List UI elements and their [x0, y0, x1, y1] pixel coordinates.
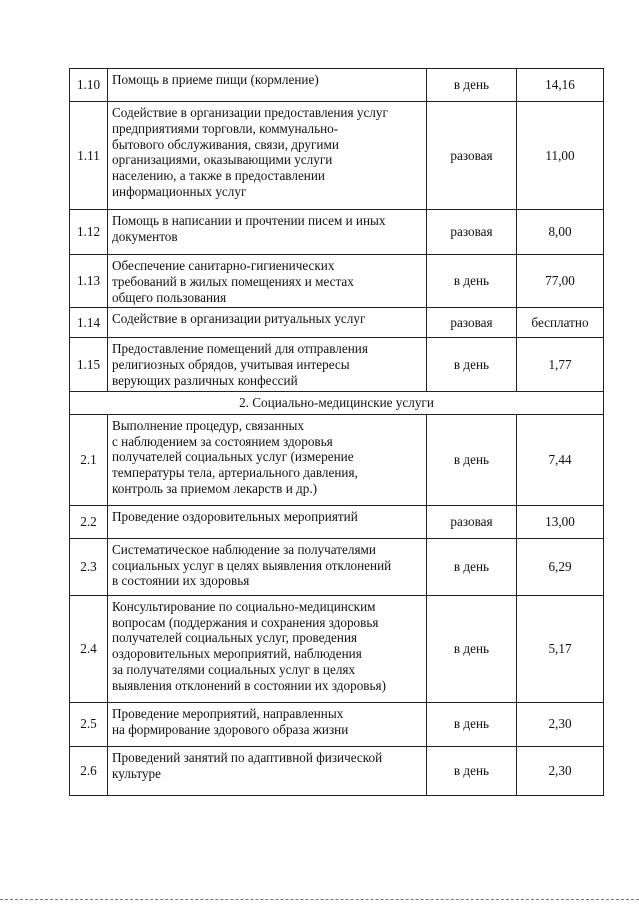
service-number: 2.4 [70, 595, 108, 702]
service-name-line: бытового обслуживания, связи, другими [112, 136, 339, 152]
service-number: 2.5 [70, 702, 108, 746]
service-row [70, 69, 604, 102]
service-name [108, 746, 427, 795]
service-price: 77,00 [517, 255, 604, 308]
service-name-line: Содействие в организации ритуальных услуг [112, 311, 366, 327]
service-name [108, 102, 427, 210]
service-unit: разовая [427, 308, 517, 338]
service-name [108, 69, 427, 102]
service-row [70, 210, 604, 255]
service-row [70, 702, 604, 746]
service-name [108, 595, 427, 702]
service-name-line: Систематическое наблюдение за получателями [112, 541, 376, 557]
service-name-line: верующих различных конфессий [112, 372, 298, 388]
service-number: 1.12 [70, 210, 108, 255]
service-price: 8,00 [517, 210, 604, 255]
service-name-line: документов [112, 228, 178, 244]
service-unit: в день [427, 538, 517, 595]
page-bottom-divider [0, 899, 639, 900]
service-number: 2.6 [70, 746, 108, 795]
service-name [108, 255, 427, 308]
service-row [70, 102, 604, 210]
service-name-line: Содействие в организации предоставления услуг [112, 105, 388, 120]
service-name [108, 338, 427, 391]
service-number: 1.15 [70, 338, 108, 391]
service-name [108, 538, 427, 595]
service-price: 14,16 [517, 69, 604, 102]
service-row [70, 595, 604, 702]
service-name-line: Предоставление помещений для отправления [112, 341, 368, 357]
service-name-line: культуре [112, 765, 161, 781]
service-name-line: информационных услуг [112, 183, 247, 199]
service-price: бесплатно [517, 308, 604, 338]
service-name-line: получателей социальных услуг (измерение [112, 449, 354, 465]
service-unit: в день [427, 69, 517, 102]
service-name-line: социальных услуг в целях выявления отклонений [112, 557, 392, 573]
service-price: 2,30 [517, 702, 604, 746]
service-name-line: организациями, оказывающими услуги [112, 152, 333, 168]
services-table-body [70, 69, 604, 796]
service-name-line: получателей социальных услуг, проведения [112, 630, 358, 646]
service-unit: в день [427, 338, 517, 391]
section-header-row [70, 391, 604, 414]
service-number: 2.1 [70, 414, 108, 505]
service-name-line: Помощь в приеме пищи (кормление) [112, 72, 319, 87]
service-name [108, 702, 427, 746]
services-table [69, 68, 604, 796]
service-name-line: требований в жилых помещениях и местах [112, 273, 354, 289]
service-name-line: Консультирование по социально-медицинским [112, 598, 376, 614]
service-name [108, 505, 427, 538]
service-name-line: населению, а также в предоставлении [112, 168, 325, 184]
service-name-line: общего пользования [112, 289, 227, 305]
service-unit: в день [427, 702, 517, 746]
service-name-line: выявления отклонений в состоянии их здоровья) [112, 677, 386, 693]
service-unit: в день [427, 414, 517, 505]
service-price: 5,17 [517, 595, 604, 702]
service-name [108, 308, 427, 338]
service-name-line: Помощь в написании и прочтении писем и иных [112, 213, 386, 228]
service-unit: разовая [427, 102, 517, 210]
service-name-line: за получателями социальных услуг в целях [112, 661, 356, 677]
service-number: 1.10 [70, 69, 108, 102]
service-name-line: температуры тела, артериального давления, [112, 465, 358, 481]
section-title: 2. Социально-медицинские услуги [70, 391, 604, 414]
service-price: 6,29 [517, 538, 604, 595]
service-name-line: Обеспечение санитарно-гигиенических [112, 258, 335, 273]
service-name-line: Выполнение процедур, связанных [112, 417, 304, 433]
service-name-line: с наблюдением за состоянием здоровья [112, 433, 333, 449]
service-number: 2.2 [70, 505, 108, 538]
service-number: 2.3 [70, 538, 108, 595]
service-unit: в день [427, 746, 517, 795]
service-unit: в день [427, 255, 517, 308]
service-row [70, 308, 604, 338]
service-price: 2,30 [517, 746, 604, 795]
service-row [70, 414, 604, 505]
service-name-line: в состоянии их здоровья [112, 573, 250, 589]
service-price: 13,00 [517, 505, 604, 538]
service-number: 1.11 [70, 102, 108, 210]
service-row [70, 746, 604, 795]
service-name-line: предприятиями торговли, коммунально- [112, 120, 339, 136]
service-name-line: вопросам (поддержания и сохранения здоровья [112, 614, 379, 630]
service-price: 1,77 [517, 338, 604, 391]
service-name-line: религиозных обрядов, учитывая интересы [112, 357, 350, 373]
service-price: 7,44 [517, 414, 604, 505]
service-name-line: оздоровительных мероприятий, наблюдения [112, 646, 362, 662]
service-row [70, 338, 604, 391]
service-unit: разовая [427, 505, 517, 538]
service-row [70, 255, 604, 308]
service-number: 1.13 [70, 255, 108, 308]
service-number: 1.14 [70, 308, 108, 338]
service-name-line: контроль за приемом лекарств и др.) [112, 480, 318, 496]
service-name-line: Проведений занятий по адаптивной физической [112, 749, 383, 765]
service-unit: в день [427, 595, 517, 702]
service-name-line: на формирование здорового образа жизни [112, 721, 349, 737]
service-name-line: Проведение оздоровительных мероприятий [112, 508, 358, 524]
service-name [108, 414, 427, 505]
service-price: 11,00 [517, 102, 604, 210]
service-row [70, 538, 604, 595]
service-name [108, 210, 427, 255]
service-row [70, 505, 604, 538]
service-name-line: Проведение мероприятий, направленных [112, 705, 344, 721]
service-unit: разовая [427, 210, 517, 255]
